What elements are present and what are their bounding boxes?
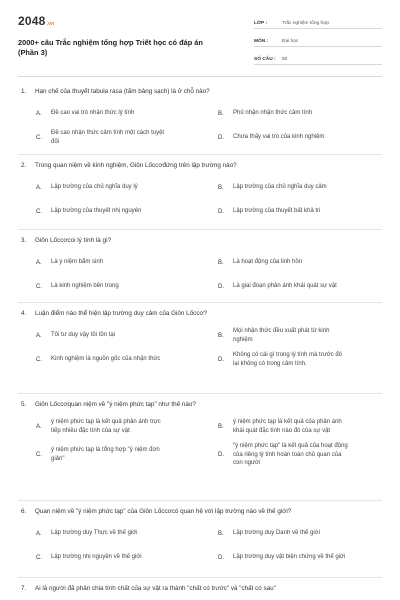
option-text: Lập trường của chủ nghĩa duy cảm (233, 184, 327, 191)
answer-options (36, 254, 382, 295)
question-stem: Giôn Lốccơcoi lý tính là gì? (35, 237, 112, 244)
option-letter: A. (36, 423, 42, 430)
question-text (18, 309, 382, 318)
option-text: Lập trường của thuyết nhị nguyên (51, 208, 142, 215)
option-letter: B. (218, 259, 224, 266)
option-text: Lập trường nhị nguyên về thế giới (51, 554, 142, 561)
answer-option[interactable] (218, 418, 400, 435)
question-text (18, 161, 382, 170)
option-text: Lập trường của chủ nghĩa duy lý (51, 184, 138, 191)
option-text: ý niệm phức tạp là tổng hợp "ý niệm đơn giản" (51, 447, 160, 463)
meta-label-mon: MÔN : (254, 39, 269, 44)
question-item (0, 87, 400, 146)
answer-option[interactable] (36, 129, 218, 146)
option-text: Là hoạt động của linh hồn (233, 259, 303, 266)
answer-option[interactable] (218, 254, 400, 271)
answer-options (36, 105, 382, 146)
answer-option[interactable] (36, 418, 218, 435)
option-letter: D. (218, 208, 224, 215)
answer-options (36, 327, 382, 368)
option-text: Tôi tư duy vậy tôi tồn tại (51, 332, 116, 339)
option-letter: B. (218, 332, 224, 339)
question-item (0, 400, 400, 468)
question-number: 7. (21, 585, 27, 592)
question-number: 6. (21, 508, 27, 515)
option-letter: B. (218, 423, 224, 430)
option-letter: D. (218, 554, 224, 561)
question-divider (18, 229, 382, 230)
question-number: 1. (21, 88, 27, 95)
option-letter: B. (218, 530, 224, 537)
logo-suffix: .vn (46, 21, 55, 27)
answer-option[interactable] (36, 442, 218, 468)
option-letter: C. (36, 208, 42, 215)
question-number: 4. (21, 310, 27, 317)
meta-value-socau: 50 (282, 57, 288, 62)
option-text: Phủ nhận nhận thức cảm tính (233, 110, 313, 117)
question-divider (18, 393, 382, 394)
option-text: Lập trường duy vật biện chứng về thế giới (233, 554, 346, 561)
logo-text: 2048 (18, 14, 46, 28)
question-item (0, 236, 400, 295)
answer-options (36, 179, 382, 220)
option-text: Lập trường của thuyết bất khả tri (233, 208, 321, 215)
question-item (0, 309, 400, 368)
answer-option[interactable] (36, 254, 218, 271)
option-text: Đề cao nhận thức cảm tính một cách tuyệt đối (51, 130, 165, 145)
question-divider (18, 154, 382, 155)
question-stem: Luận điểm nào thể hiện lập trường duy cảm của Giôn Lốccơ? (35, 310, 208, 317)
meta-row-socau (254, 52, 382, 65)
answer-option[interactable] (218, 278, 400, 295)
title-line-2: (Phần 3) (18, 48, 48, 57)
option-text: Kinh nghiệm là nguồn gốc của nhận thức (51, 356, 161, 363)
answer-option[interactable] (218, 129, 400, 146)
page-header (0, 0, 400, 78)
option-letter: D. (218, 452, 224, 459)
option-text: Lập trường duy Thực về thế giới (51, 530, 138, 537)
answer-option[interactable] (36, 549, 218, 566)
option-text: Không có cái gì trong lý tính mà trước đó lại không có trong cảm tính. (233, 352, 343, 367)
option-text: "ý niệm phức tạp" là kết quả của hoạt động của riêng lý tính hoàn toàn chủ quan của con người (233, 443, 348, 467)
question-text (18, 400, 382, 409)
answer-option[interactable] (36, 105, 218, 122)
answer-option[interactable] (36, 278, 218, 295)
header-divider (18, 76, 382, 77)
answer-option[interactable] (218, 442, 400, 468)
meta-value-mon: Đại học (282, 39, 299, 44)
answer-option[interactable] (36, 203, 218, 220)
header-left (18, 14, 233, 78)
option-letter: C. (36, 134, 42, 141)
site-logo[interactable] (18, 14, 233, 28)
question-divider (18, 577, 382, 578)
answer-option[interactable] (36, 351, 218, 368)
option-text: Là ý niệm bẩm sinh (51, 259, 104, 266)
question-item (0, 507, 400, 566)
meta-label-socau: SỐ CÂU : (254, 57, 276, 62)
meta-value-lop: Trắc nghiệm tổng hợp (282, 21, 329, 26)
question-number: 5. (21, 401, 27, 408)
answer-option[interactable] (218, 549, 400, 566)
option-letter: B. (218, 110, 224, 117)
answer-option[interactable] (36, 179, 218, 196)
answer-option[interactable] (218, 351, 400, 368)
option-text: Đề cao vai trò nhận thức lý tính (51, 110, 135, 117)
meta-row-mon (254, 34, 382, 47)
option-letter: C. (36, 356, 42, 363)
question-divider (18, 500, 382, 501)
answer-option[interactable] (36, 327, 218, 344)
option-text: Chưa thấy vai trò của kinh nghiệm (233, 134, 325, 141)
question-item (0, 161, 400, 220)
answer-option[interactable] (36, 525, 218, 542)
page-title (18, 38, 233, 58)
option-letter: C. (36, 283, 42, 290)
answer-option[interactable] (218, 327, 400, 344)
question-text (18, 584, 382, 593)
option-text: ý niệm phức tạp là kết quả của phản ánh khái quát đặc tính nào đó của sự vật (233, 419, 342, 434)
option-text: ý niệm phức tạp là kết quả phản ánh trực tiếp nhiều đặc tính của sự vật (51, 419, 161, 434)
answer-option[interactable] (218, 525, 400, 542)
question-stem: Giôn Lốccơquan niệm về "ý niệm phức tạp" như thế nào? (35, 401, 196, 408)
question-stem: Ai là người đã phân chia tính chất của sự vật ra thành "chất có trước" và "chất có sau" (35, 585, 276, 592)
option-letter: C. (36, 452, 42, 459)
title-line-1: 2000+ câu Trắc nghiệm tổng hợp Triết học có đáp án (18, 38, 203, 47)
question-text (18, 507, 382, 516)
question-item (0, 584, 400, 593)
answer-options (36, 418, 382, 468)
meta-row-lop (254, 16, 382, 29)
question-number: 3. (21, 237, 27, 244)
question-text (18, 236, 382, 245)
option-text: Là kinh nghiệm bên trong (51, 283, 119, 290)
option-letter: A. (36, 259, 42, 266)
option-letter: A. (36, 332, 42, 339)
option-letter: A. (36, 110, 42, 117)
option-letter: D. (218, 134, 224, 141)
question-stem: Trong quan niệm về kinh nghiệm, Giôn Lốccơđứng trên lập trường nào? (35, 162, 237, 169)
question-text (18, 87, 382, 96)
question-divider (18, 302, 382, 303)
question-stem: Quan niệm về "ý niệm phức tạp" của Giôn Lốccơcó quan hệ với lập trường nào về thế giới? (35, 508, 292, 515)
question-stem: Hạn chế của thuyết tabula rasa (tấm bảng sạch) là ở chỗ nào? (35, 88, 210, 95)
option-text: Là giai đoạn phản ánh khái quát sự vật (233, 283, 337, 290)
option-letter: C. (36, 554, 42, 561)
option-letter: B. (218, 184, 224, 191)
option-text: Lập trường duy Danh về thế giới (233, 530, 320, 537)
question-number: 2. (21, 162, 27, 169)
option-text: Mọi nhận thức đều xuất phát từ kinh nghiệm (233, 328, 330, 343)
option-letter: D. (218, 356, 224, 363)
answer-option[interactable] (218, 203, 400, 220)
answer-option[interactable] (218, 179, 400, 196)
meta-label-lop: LỚP : (254, 21, 268, 26)
answer-option[interactable] (218, 105, 400, 122)
meta-panel (254, 16, 382, 78)
option-letter: D. (218, 283, 224, 290)
answer-options (36, 525, 382, 566)
option-letter: A. (36, 530, 42, 537)
option-letter: A. (36, 184, 42, 191)
